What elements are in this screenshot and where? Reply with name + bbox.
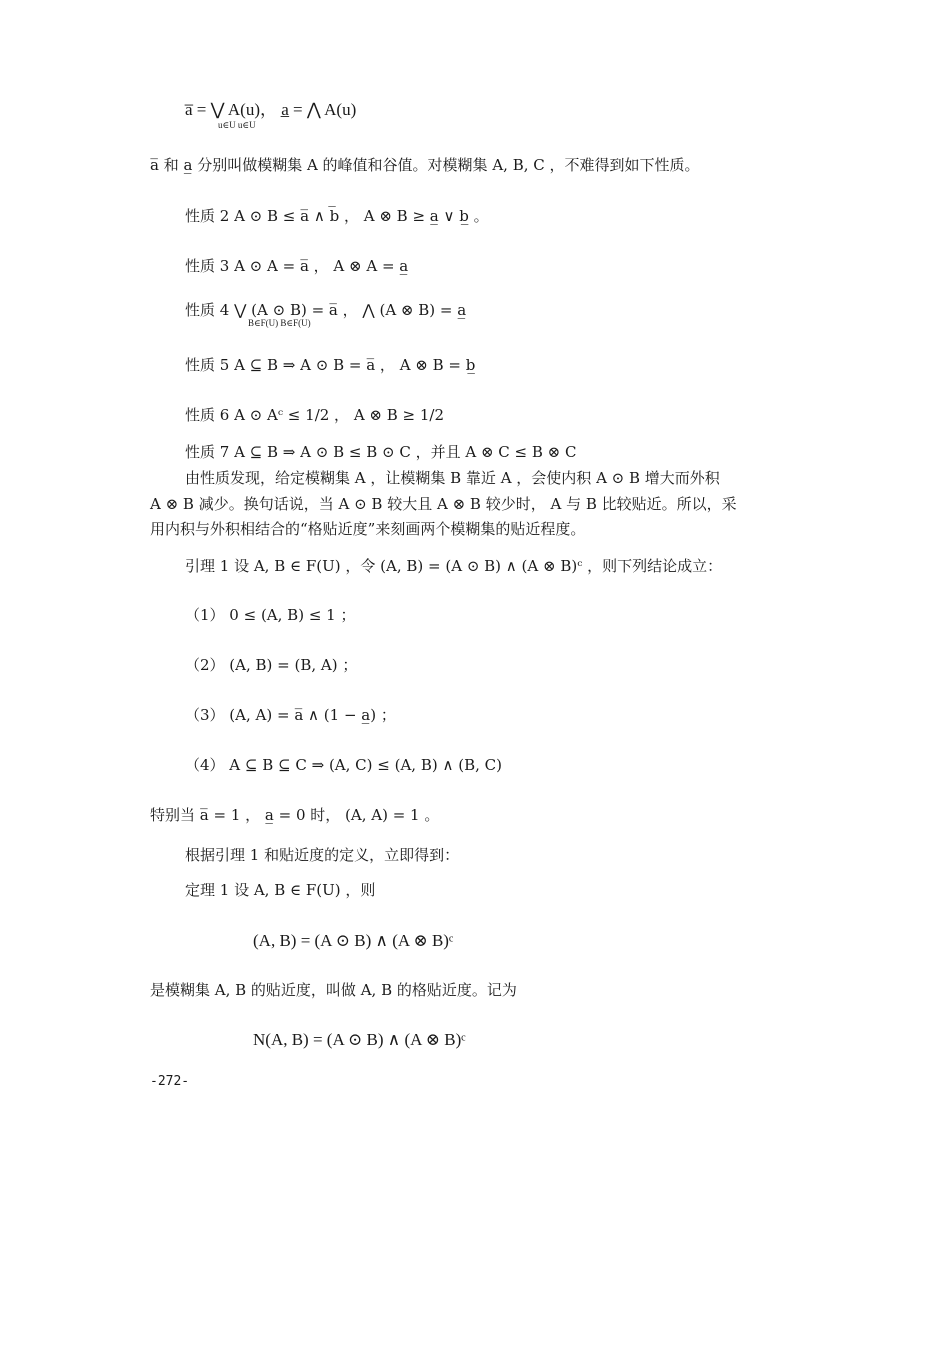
paragraph-definition: a̅ 和 a̲ 分别叫做模糊集 A 的峰值和谷值。对模糊集 A, B, C ，不难得到如下性质。 xyxy=(150,156,700,174)
theorem-conclusion: 是模糊集 A, B 的贴近度，叫做 A, B 的格贴近度。记为 xyxy=(150,981,517,999)
lemma-item-4: （4） A ⊆ B ⊆ C ⇒ (A, C) ≤ (A, B) ∧ (B, C) xyxy=(185,756,502,774)
special-case: 特别当 a̅ = 1 ， a̲ = 0 时， (A, A) = 1 。 xyxy=(150,806,440,824)
property-3: 性质 3 A ⊙ A = a̅ ， A ⊗ A = a̲ xyxy=(185,257,409,275)
property-2: 性质 2 A ⊙ B ≤ a̅ ∧ b̅ ， A ⊗ B ≥ a̲ ∨ b̲ 。 xyxy=(185,207,489,225)
paragraph-line-3: 用内积与外积相结合的“格贴近度”来刻画两个模糊集的贴近程度。 xyxy=(150,520,586,538)
lemma-1: 引理 1 设 A, B ∈ F(U) ，令 (A, B) = (A ⊙ B) ∧ (A ⊗ B)ᶜ ，则下列结论成立： xyxy=(185,557,723,575)
lead-in: 根据引理 1 和贴近度的定义，立即得到： xyxy=(185,846,460,864)
notation-formula: N(A, B) = (A ⊙ B) ∧ (A ⊗ B)ᶜ xyxy=(253,1030,466,1049)
paragraph-line-1: 由性质发现，给定模糊集 A ，让模糊集 B 靠近 A ，会使内积 A ⊙ B 增大而外积 xyxy=(185,469,720,487)
lemma-item-1: （1） 0 ≤ (A, B) ≤ 1 ； xyxy=(185,606,356,624)
property-6: 性质 6 A ⊙ Aᶜ ≤ 1/2 ， A ⊗ B ≥ 1/2 xyxy=(185,406,445,424)
paragraph-line-2: A ⊗ B 减少。换句话说，当 A ⊙ B 较大且 A ⊗ B 较少时， A 与 B 比较贴近。所以，采 xyxy=(150,495,737,513)
lemma-item-3: （3） (A, A) = a̅ ∧ (1 − a̲) ； xyxy=(185,706,396,724)
property-4: 性质 4 ⋁ (A ⊙ B) = a̅ ， ⋀ (A ⊗ B) = a̲ xyxy=(185,301,467,319)
page-number: -272- xyxy=(150,1074,190,1089)
theorem-1: 定理 1 设 A, B ∈ F(U) ，则 xyxy=(185,881,376,899)
property-4-subscript: B∈F(U) B∈F(U) xyxy=(248,318,311,328)
formula-subscript: u∈U u∈U xyxy=(218,120,256,130)
lemma-item-2: （2） (A, B) = (B, A) ； xyxy=(185,656,358,674)
theorem-formula: (A, B) = (A ⊙ B) ∧ (A ⊗ B)ᶜ xyxy=(253,931,454,950)
property-5: 性质 5 A ⊆ B ⇒ A ⊙ B = a̅ ， A ⊗ B = b̲ xyxy=(185,356,476,374)
property-7: 性质 7 A ⊆ B ⇒ A ⊙ B ≤ B ⊙ C ，并且 A ⊗ C ≤ B ⊗ C xyxy=(185,443,577,461)
formula-peak-valley: a̅ = ⋁ A(u)， a̲ = ⋀ A(u) xyxy=(185,100,357,119)
